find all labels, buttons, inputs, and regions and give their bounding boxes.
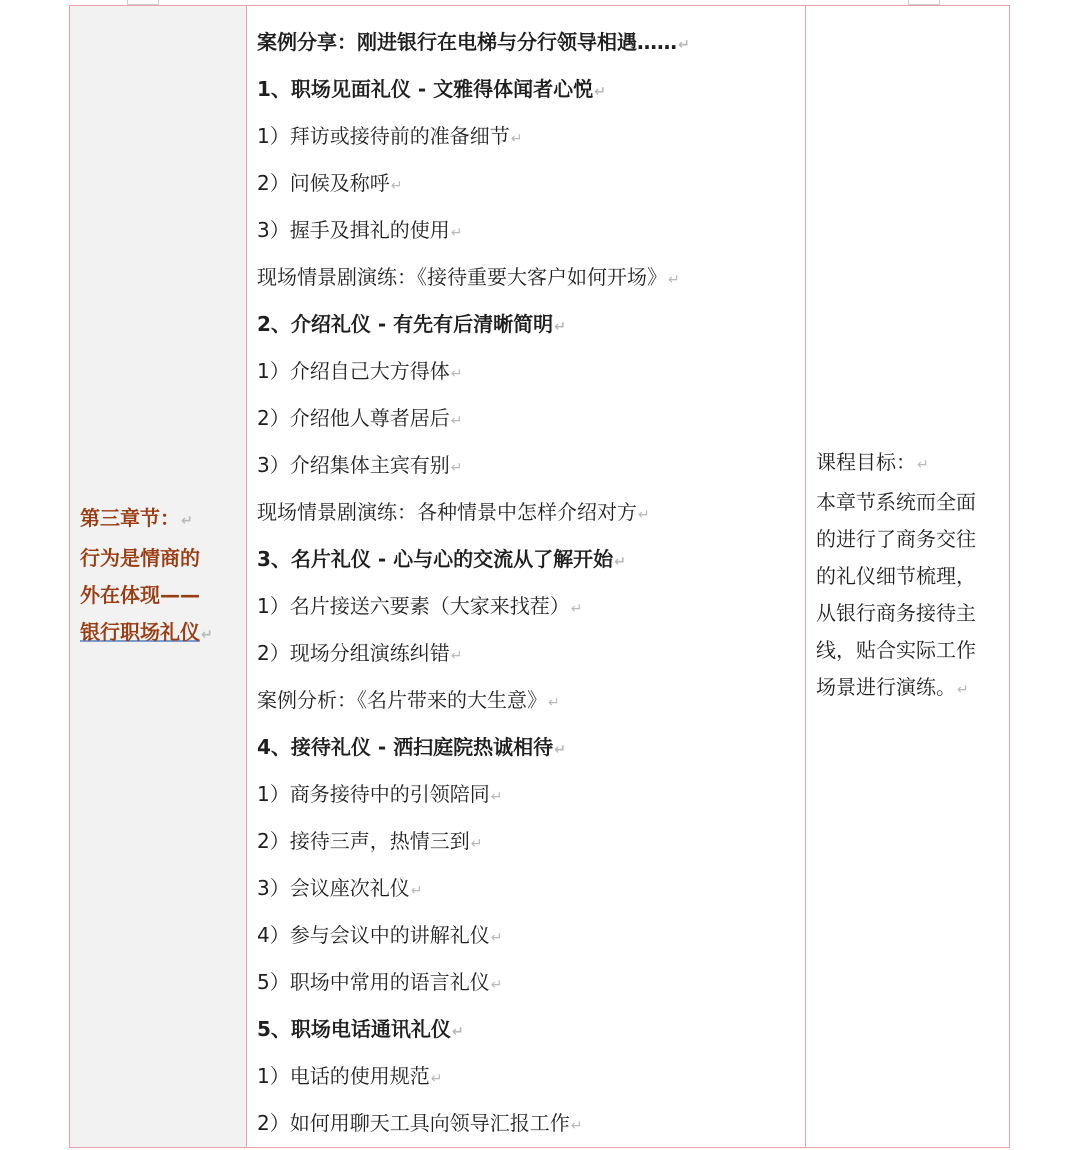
content-text: 1）名片接送六要素（大家来找茬）	[257, 594, 570, 618]
goal-text: 的礼仪细节梳理，	[816, 564, 976, 588]
content-line	[257, 113, 805, 160]
paragraph-mark-icon: ↵	[490, 789, 503, 805]
content-line	[257, 536, 805, 583]
paragraph-mark-icon: ↵	[490, 977, 503, 993]
content-line	[257, 254, 805, 301]
goal-text: 本章节系统而全面	[816, 490, 976, 514]
chapter-title-line	[80, 614, 246, 654]
paragraph-mark-icon: ↵	[430, 1071, 443, 1087]
content-line	[257, 489, 805, 536]
content-line	[257, 66, 805, 113]
goal-text-line	[816, 595, 999, 632]
content-text: 4）参与会议中的讲解礼仪	[257, 923, 490, 947]
content-list	[247, 6, 805, 1147]
content-line	[257, 395, 805, 442]
paragraph-mark-icon: ↵	[554, 319, 566, 335]
content-text: 1）电话的使用规范	[257, 1064, 430, 1088]
content-text: 1、职场见面礼仪 - 文雅得体闻者心悦	[257, 77, 594, 101]
paragraph-mark-icon: ↵	[450, 413, 463, 429]
paragraph-mark-icon: ↵	[957, 682, 969, 698]
content-text: 2）如何用聊天工具向领导汇报工作	[257, 1111, 570, 1135]
goal-text-line	[816, 484, 999, 521]
content-text: 2）现场分组演练纠错	[257, 641, 450, 665]
content-text: 5）职场中常用的语言礼仪	[257, 970, 490, 994]
chapter-cell	[70, 6, 247, 1148]
paragraph-mark-icon: ↵	[570, 601, 583, 617]
chapter-subtitle-line-1: 行为是情商的	[80, 545, 200, 570]
goal-text: 场景进行演练。	[816, 675, 956, 699]
paragraph-mark-icon: ↵	[510, 131, 523, 147]
content-text: 1）商务接待中的引领陪同	[257, 782, 490, 806]
goal-block	[806, 444, 1009, 709]
paragraph-mark-icon: ↵	[410, 883, 423, 899]
content-text: 5、职场电话通讯礼仪	[257, 1017, 451, 1041]
content-text: 3、名片礼仪 - 心与心的交流从了解开始	[257, 547, 614, 571]
content-line	[257, 818, 805, 865]
goal-text-line	[816, 669, 999, 709]
goal-text-line	[816, 632, 999, 669]
content-line	[257, 912, 805, 959]
content-text: 现场情景剧演练：《接待重要大客户如何开场》	[257, 265, 667, 289]
content-line	[257, 207, 805, 254]
content-text: 案例分析：《名片带来的大生意》	[257, 688, 547, 712]
paragraph-mark-icon: ↵	[470, 836, 483, 852]
paragraph-mark-icon: ↵	[678, 37, 690, 53]
content-text: 2）问候及称呼	[257, 171, 390, 195]
paragraph-mark-icon: ↵	[638, 507, 650, 523]
goal-label-line	[816, 444, 999, 484]
content-line	[257, 959, 805, 1006]
chapter-title: 银行职场礼仪	[80, 619, 200, 644]
content-text: 1）介绍自己大方得体	[257, 359, 450, 383]
content-text: 案例分享：刚进银行在电梯与分行领导相遇……	[257, 30, 677, 54]
content-text: 2）介绍他人尊者居后	[257, 406, 450, 430]
paragraph-mark-icon: ↵	[548, 695, 560, 711]
chapter-label-line	[80, 500, 246, 540]
chapter-subtitle-line-2: 外在体现——	[80, 582, 200, 607]
content-line	[257, 348, 805, 395]
content-text: 3）会议座次礼仪	[257, 876, 410, 900]
goal-text: 线，贴合实际工作	[816, 638, 976, 662]
content-line	[257, 160, 805, 207]
content-line	[257, 1053, 805, 1100]
paragraph-mark-icon: ↵	[554, 742, 566, 758]
paragraph-mark-icon: ↵	[181, 512, 193, 529]
paragraph-mark-icon: ↵	[450, 225, 463, 241]
content-text: 3）握手及揖礼的使用	[257, 218, 450, 242]
content-text: 2、介绍礼仪 - 有先有后清晰简明	[257, 312, 554, 336]
content-line	[257, 865, 805, 912]
content-text: 1）拜访或接待前的准备细节	[257, 124, 510, 148]
content-line	[257, 771, 805, 818]
goal-text-line	[816, 521, 999, 558]
paragraph-mark-icon: ↵	[450, 648, 463, 664]
course-outline-table	[69, 5, 1010, 1148]
content-line	[257, 724, 805, 771]
paragraph-mark-icon: ↵	[451, 1024, 464, 1040]
paragraph-mark-icon: ↵	[917, 457, 929, 473]
content-cell	[247, 6, 806, 1148]
paragraph-mark-icon: ↵	[490, 930, 503, 946]
paragraph-mark-icon: ↵	[668, 272, 680, 288]
paragraph-mark-icon: ↵	[390, 178, 403, 194]
goal-label: 课程目标：	[816, 450, 916, 474]
paragraph-mark-icon: ↵	[450, 460, 463, 476]
content-line	[257, 1006, 805, 1053]
content-line	[257, 677, 805, 724]
goal-text-line	[816, 558, 999, 595]
paragraph-mark-icon: ↵	[594, 84, 606, 100]
content-line	[257, 19, 805, 66]
content-text: 2）接待三声，热情三到	[257, 829, 470, 853]
paragraph-mark-icon: ↵	[614, 554, 626, 570]
content-line	[257, 301, 805, 348]
content-line	[257, 442, 805, 489]
content-text: 现场情景剧演练：各种情景中怎样介绍对方	[257, 500, 637, 524]
content-line	[257, 583, 805, 630]
paragraph-mark-icon: ↵	[450, 366, 463, 382]
content-text: 3）介绍集体主宾有别	[257, 453, 450, 477]
content-text: 4、接待礼仪 - 洒扫庭院热诚相待	[257, 735, 554, 759]
content-line	[257, 1100, 805, 1147]
goal-cell	[806, 6, 1010, 1148]
paragraph-mark-icon: ↵	[570, 1118, 583, 1134]
goal-text: 从银行商务接待主	[816, 601, 976, 625]
paragraph-mark-icon: ↵	[201, 626, 213, 643]
table-row	[70, 6, 1010, 1148]
goal-text: 的进行了商务交往	[816, 527, 976, 551]
content-line	[257, 630, 805, 677]
chapter-label: 第三章节：	[80, 505, 180, 530]
